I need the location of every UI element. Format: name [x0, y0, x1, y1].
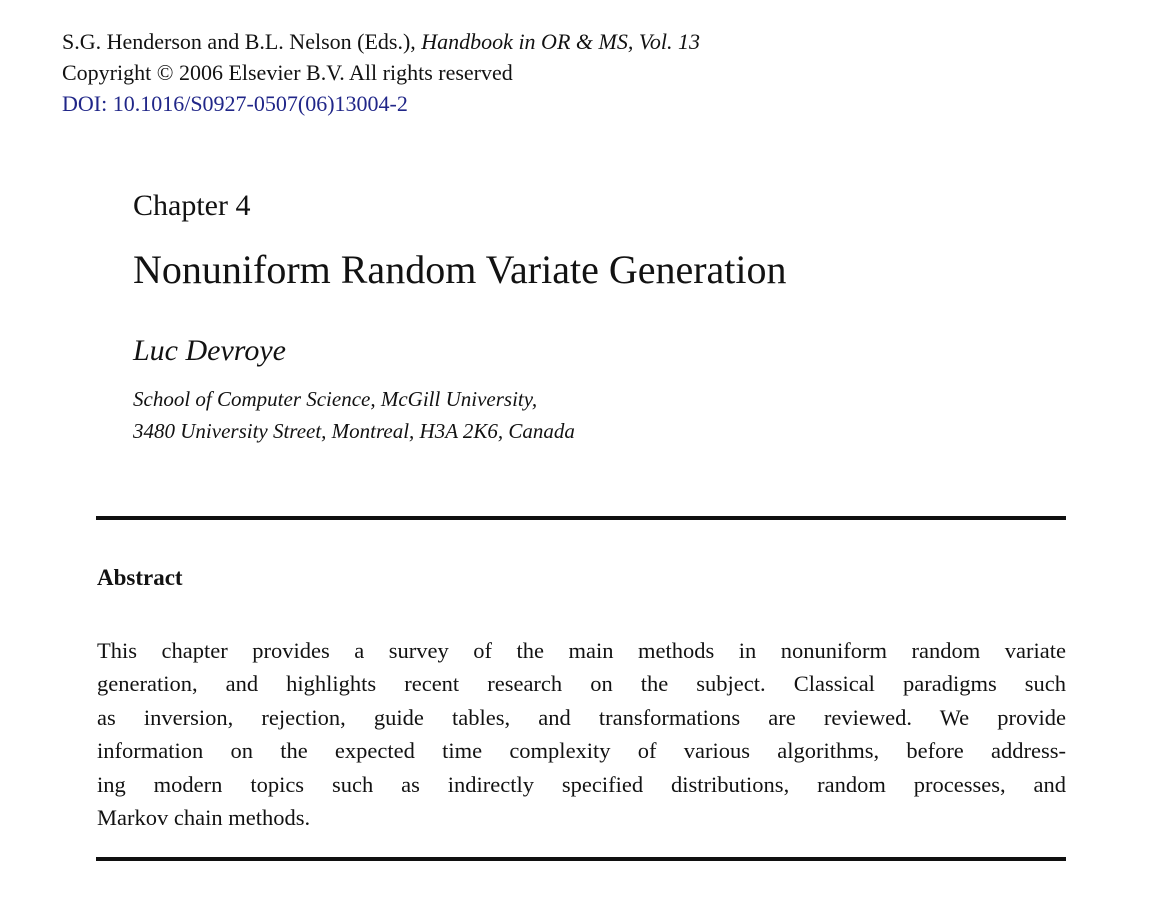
- affiliation-line-2: 3480 University Street, Montreal, H3A 2K6, Canada: [133, 418, 575, 443]
- abstract-line: information on the expected time complexity of various algorithms, before address-: [97, 738, 1066, 764]
- bottom-divider-rule: [96, 857, 1066, 861]
- copyright-line: Copyright © 2006 Elsevier B.V. All rights reserved: [62, 60, 513, 85]
- abstract-line: generation, and highlights recent research on the subject. Classical paradigms such: [97, 671, 1066, 697]
- author-name: Luc Devroye: [133, 334, 286, 367]
- book-title: Handbook in OR & MS, Vol. 13: [421, 29, 700, 54]
- chapter-title: Nonuniform Random Variate Generation: [133, 247, 787, 292]
- abstract-line: ing modern topics such as indirectly specified distributions, random processes, and: [97, 771, 1066, 797]
- abstract-line: Markov chain methods.: [97, 805, 311, 831]
- top-divider-rule: [96, 516, 1066, 520]
- abstract-line: This chapter provides a survey of the main methods in nonuniform random variate: [97, 638, 1066, 663]
- abstract-line: as inversion, rejection, guide tables, and transformations are reviewed. We provide: [97, 704, 1066, 730]
- front-matter: [62, 26, 700, 119]
- abstract-paragraph: [97, 634, 1066, 834]
- editors-line: [62, 26, 700, 57]
- doi-link[interactable]: DOI: 10.1016/S0927-0507(06)13004-2: [62, 91, 408, 116]
- affiliation-line-1: School of Computer Science, McGill University,: [133, 387, 538, 411]
- abstract-heading: Abstract: [97, 565, 183, 590]
- editors-names: S.G. Henderson and B.L. Nelson (Eds.),: [62, 29, 422, 54]
- chapter-number: Chapter 4: [133, 189, 251, 222]
- author-affiliation: [133, 384, 575, 447]
